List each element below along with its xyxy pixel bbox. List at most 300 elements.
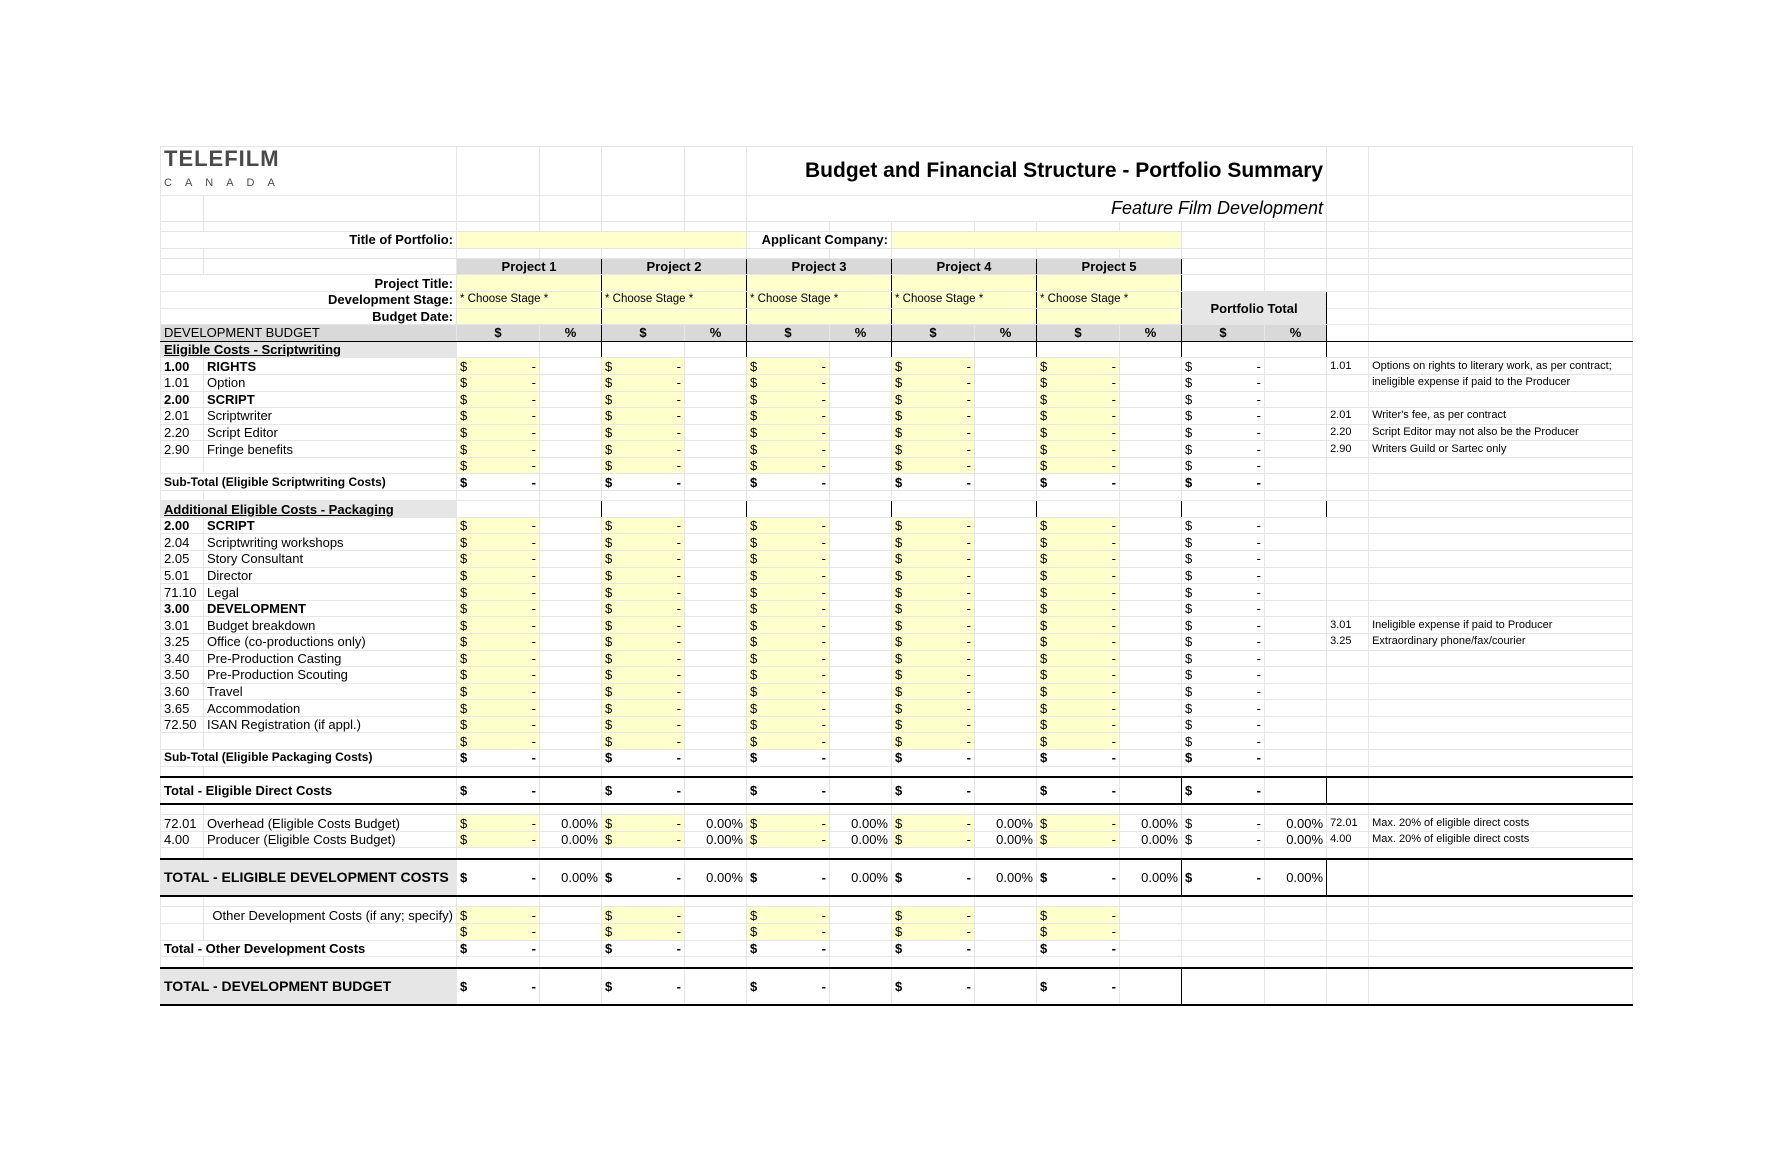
empty-cell <box>1265 457 1327 474</box>
empty-cell <box>204 258 457 275</box>
dollar-sign: $ <box>605 567 613 583</box>
amount-value: - <box>676 634 681 650</box>
empty-cell <box>1265 683 1327 700</box>
project-3-amount[interactable] <box>747 600 830 617</box>
empty-cell <box>602 221 685 231</box>
project-2-amount[interactable] <box>602 617 685 634</box>
empty-cell <box>161 896 204 907</box>
amount-value: - <box>966 940 971 956</box>
project-1-amount[interactable] <box>457 831 540 848</box>
project-2-amount[interactable] <box>602 517 685 534</box>
empty-cell <box>747 248 830 258</box>
project-4-amount[interactable] <box>892 517 975 534</box>
portfolio-total-amount <box>1182 358 1265 375</box>
project-1-amount[interactable] <box>457 700 540 717</box>
amount-value: - <box>821 601 826 617</box>
project-5-amount[interactable] <box>1037 424 1120 441</box>
empty-cell <box>747 766 830 777</box>
project-1-title-input[interactable] <box>457 275 602 292</box>
empty-cell <box>685 221 747 231</box>
note-code: 4.00 <box>1327 831 1369 848</box>
project-2-title-input[interactable] <box>602 275 747 292</box>
project-2-amount[interactable] <box>602 457 685 474</box>
project-3-amount[interactable] <box>747 517 830 534</box>
dollar-sign: $ <box>1185 441 1193 457</box>
empty-cell <box>457 248 540 258</box>
project-2-amount[interactable] <box>602 551 685 568</box>
project-3-stage-select[interactable]: * Choose Stage * <box>747 292 892 309</box>
empty-cell <box>1182 848 1265 859</box>
project-3-amount[interactable] <box>747 457 830 474</box>
project-5-amount[interactable] <box>1037 650 1120 667</box>
empty-cell <box>975 248 1037 258</box>
project-5-amount[interactable] <box>1037 358 1120 375</box>
empty-cell <box>830 907 892 924</box>
empty-cell <box>892 804 975 815</box>
project-4-amount[interactable] <box>892 815 975 832</box>
project-5-amount[interactable] <box>1037 600 1120 617</box>
amount-value: - <box>1256 782 1261 798</box>
project-4-amount[interactable] <box>892 374 975 391</box>
project-1-amount[interactable] <box>457 600 540 617</box>
project-5-amount[interactable] <box>1037 831 1120 848</box>
amount-value: - <box>1111 683 1116 699</box>
project-2-amount[interactable] <box>602 907 685 924</box>
portfolio-total-amount <box>1182 733 1265 750</box>
project-5-amount[interactable] <box>1037 374 1120 391</box>
project-4-amount[interactable] <box>892 441 975 458</box>
dollar-sign: $ <box>460 458 468 474</box>
amount-value: - <box>1111 832 1116 848</box>
note-text <box>1369 551 1633 568</box>
empty-cell <box>975 374 1037 391</box>
amount-value: - <box>966 782 971 798</box>
project-3-amount[interactable] <box>747 441 830 458</box>
project-2-header: Project 2 <box>602 258 747 275</box>
dollar-sign: $ <box>460 617 468 633</box>
line-code: 71.10 <box>161 584 204 601</box>
project-5-amount[interactable] <box>1037 907 1120 924</box>
note-text <box>1369 716 1633 733</box>
empty-cell <box>830 600 892 617</box>
project-1-amount[interactable] <box>457 424 540 441</box>
project-2-amount[interactable] <box>602 374 685 391</box>
empty-cell <box>457 221 540 231</box>
project-5-amount[interactable] <box>1037 700 1120 717</box>
note-code <box>1327 700 1369 717</box>
project-5-amount[interactable] <box>1037 457 1120 474</box>
empty-cell <box>830 968 892 1005</box>
portfolio-total-amount <box>1182 551 1265 568</box>
empty-cell <box>1182 957 1265 968</box>
project-1-amount[interactable] <box>457 584 540 601</box>
empty-cell <box>1327 804 1369 815</box>
empty-cell <box>1120 733 1182 750</box>
empty-cell <box>830 517 892 534</box>
project-1-amount[interactable] <box>457 733 540 750</box>
dollar-sign: $ <box>605 441 613 457</box>
amount-value: - <box>966 534 971 550</box>
project-1-amount[interactable] <box>457 408 540 425</box>
project-4-date-input[interactable] <box>892 308 1037 325</box>
empty-cell <box>685 248 747 258</box>
project-5-amount[interactable] <box>1037 584 1120 601</box>
empty-cell <box>1182 924 1265 941</box>
dollar-sign: $ <box>460 650 468 666</box>
overhead-code: 72.01 <box>161 815 204 832</box>
amount-value: - <box>821 441 826 457</box>
project-3-amount[interactable] <box>747 584 830 601</box>
dollar-sign: $ <box>895 750 903 766</box>
project-1-amount[interactable] <box>457 534 540 551</box>
project-1-amount[interactable] <box>457 924 540 941</box>
project-4-amount[interactable] <box>892 924 975 941</box>
dollar-col-header: $ <box>1182 325 1265 342</box>
amount-value: - <box>1256 832 1261 848</box>
project-4-amount[interactable] <box>892 683 975 700</box>
amount-value: - <box>1111 534 1116 550</box>
total-dev-budget-label: TOTAL - DEVELOPMENT BUDGET <box>161 968 457 1005</box>
project-4-amount[interactable] <box>892 408 975 425</box>
project-3-amount[interactable] <box>747 391 830 408</box>
line-label: Pre-Production Scouting <box>204 667 457 684</box>
project-3-amount[interactable] <box>747 683 830 700</box>
project-5-stage-select[interactable]: * Choose Stage * <box>1037 292 1182 309</box>
empty-cell <box>602 804 685 815</box>
amount-value: - <box>1111 458 1116 474</box>
note-text: Writer's fee, as per contract <box>1369 408 1633 425</box>
amount-value: - <box>676 424 681 440</box>
dollar-sign: $ <box>895 634 903 650</box>
empty-cell <box>1120 358 1182 375</box>
project-3-amount[interactable] <box>747 617 830 634</box>
dollar-sign: $ <box>1185 474 1193 490</box>
empty-cell <box>1120 551 1182 568</box>
empty-cell <box>1120 517 1182 534</box>
project-4-amount[interactable] <box>892 600 975 617</box>
line-label: RIGHTS <box>204 358 457 375</box>
dollar-sign: $ <box>895 441 903 457</box>
percent-cell: 0.00% <box>1120 859 1182 896</box>
project-4-amount[interactable] <box>892 391 975 408</box>
project-5-amount[interactable] <box>1037 733 1120 750</box>
project-3-amount[interactable] <box>747 358 830 375</box>
note-text: Writers Guild or Sartec only <box>1369 441 1633 458</box>
project-4-amount[interactable] <box>892 534 975 551</box>
amount-value: - <box>531 551 536 567</box>
empty-cell <box>685 408 747 425</box>
project-1-amount[interactable] <box>457 457 540 474</box>
dollar-sign: $ <box>895 924 903 940</box>
empty-cell <box>1369 195 1633 221</box>
empty-cell <box>457 766 540 777</box>
line-label: Pre-Production Casting <box>204 650 457 667</box>
project-1-amount[interactable] <box>457 551 540 568</box>
project-5-title-input[interactable] <box>1037 275 1182 292</box>
line-code: 2.04 <box>161 534 204 551</box>
amount-value: - <box>821 978 826 994</box>
project-1-amount[interactable] <box>457 374 540 391</box>
empty-cell <box>830 700 892 717</box>
project-2-amount[interactable] <box>602 567 685 584</box>
dollar-sign: $ <box>1040 700 1048 716</box>
empty-cell <box>830 716 892 733</box>
project-4-amount[interactable] <box>892 424 975 441</box>
empty-cell <box>1265 275 1327 292</box>
percent-col-header: % <box>685 325 747 342</box>
project-3-amount[interactable] <box>747 700 830 717</box>
project-3-date-input[interactable] <box>747 308 892 325</box>
empty-cell <box>602 195 685 221</box>
project-4-amount[interactable] <box>892 551 975 568</box>
project-4-amount[interactable] <box>892 617 975 634</box>
project-5-amount[interactable] <box>1037 617 1120 634</box>
project-1-amount[interactable] <box>457 633 540 650</box>
amount-value: - <box>821 815 826 831</box>
project-2-amount[interactable] <box>602 924 685 941</box>
empty-cell <box>1182 501 1265 518</box>
empty-cell <box>830 341 892 358</box>
dollar-sign: $ <box>460 907 468 923</box>
project-2-amount <box>602 777 685 804</box>
project-3-amount[interactable] <box>747 424 830 441</box>
project-4-amount[interactable] <box>892 584 975 601</box>
project-2-amount[interactable] <box>602 700 685 717</box>
project-4-amount[interactable] <box>892 831 975 848</box>
project-5-amount[interactable] <box>1037 551 1120 568</box>
dollar-sign: $ <box>895 782 903 798</box>
project-4-amount[interactable] <box>892 358 975 375</box>
empty-cell <box>975 617 1037 634</box>
project-2-amount[interactable] <box>602 683 685 700</box>
dollar-sign: $ <box>460 815 468 831</box>
percent-cell: 0.00% <box>830 815 892 832</box>
note-code: 2.20 <box>1327 424 1369 441</box>
empty-cell <box>161 490 204 500</box>
amount-value: - <box>1256 683 1261 699</box>
project-1-amount[interactable] <box>457 683 540 700</box>
project-3-amount[interactable] <box>747 551 830 568</box>
project-4-stage-select[interactable]: * Choose Stage * <box>892 292 1037 309</box>
project-4-amount[interactable] <box>892 700 975 717</box>
project-3-amount[interactable] <box>747 408 830 425</box>
project-5-amount[interactable] <box>1037 517 1120 534</box>
empty-cell <box>830 391 892 408</box>
project-2-amount <box>602 940 685 957</box>
empty-cell <box>1265 600 1327 617</box>
dollar-sign: $ <box>895 940 903 956</box>
empty-cell <box>830 221 892 231</box>
project-1-date-input[interactable] <box>457 308 602 325</box>
project-5-amount[interactable] <box>1037 815 1120 832</box>
dollar-sign: $ <box>605 940 613 956</box>
amount-value: - <box>531 391 536 407</box>
empty-cell <box>685 600 747 617</box>
project-5-amount[interactable] <box>1037 716 1120 733</box>
line-label: DEVELOPMENT <box>204 600 457 617</box>
project-5-amount[interactable] <box>1037 667 1120 684</box>
project-2-amount[interactable] <box>602 358 685 375</box>
empty-cell <box>1265 441 1327 458</box>
project-2-stage-select[interactable]: * Choose Stage * <box>602 292 747 309</box>
project-5-amount[interactable] <box>1037 633 1120 650</box>
amount-value: - <box>1111 358 1116 374</box>
project-2-amount[interactable] <box>602 667 685 684</box>
amount-value: - <box>966 358 971 374</box>
project-2-amount[interactable] <box>602 424 685 441</box>
project-3-amount[interactable] <box>747 534 830 551</box>
project-2-amount[interactable] <box>602 600 685 617</box>
amount-value: - <box>676 667 681 683</box>
line-code: 2.00 <box>161 391 204 408</box>
project-4-amount[interactable] <box>892 716 975 733</box>
project-4-amount[interactable] <box>892 907 975 924</box>
project-5-amount[interactable] <box>1037 408 1120 425</box>
empty-cell <box>685 650 747 667</box>
dollar-sign: $ <box>895 424 903 440</box>
project-3-amount[interactable] <box>747 831 830 848</box>
project-2-amount[interactable] <box>602 408 685 425</box>
amount-value: - <box>1111 717 1116 733</box>
project-2-date-input[interactable] <box>602 308 747 325</box>
project-2-amount[interactable] <box>602 716 685 733</box>
note-text: Script Editor may not also be the Producer <box>1369 424 1633 441</box>
project-3-amount[interactable] <box>747 716 830 733</box>
dollar-sign: $ <box>1185 375 1193 391</box>
project-5-amount[interactable] <box>1037 534 1120 551</box>
dollar-sign: $ <box>1040 978 1048 994</box>
amount-value: - <box>676 733 681 749</box>
empty-cell <box>830 940 892 957</box>
project-2-amount[interactable] <box>602 391 685 408</box>
amount-value: - <box>966 869 971 885</box>
dollar-sign: $ <box>895 474 903 490</box>
project-3-amount[interactable] <box>747 907 830 924</box>
project-5-amount[interactable] <box>1037 924 1120 941</box>
empty-cell <box>1120 766 1182 777</box>
empty-cell <box>161 957 204 968</box>
project-2-amount[interactable] <box>602 534 685 551</box>
project-1-amount[interactable] <box>457 441 540 458</box>
empty-cell <box>1120 474 1182 491</box>
empty-cell <box>1265 716 1327 733</box>
amount-value: - <box>1256 391 1261 407</box>
project-1-amount[interactable] <box>457 567 540 584</box>
amount-value: - <box>1111 750 1116 766</box>
project-5-amount[interactable] <box>1037 441 1120 458</box>
project-3-amount[interactable] <box>747 815 830 832</box>
dollar-sign: $ <box>605 815 613 831</box>
portfolio-title-input[interactable] <box>457 231 747 248</box>
project-3-amount[interactable] <box>747 633 830 650</box>
empty-cell <box>1120 804 1182 815</box>
dollar-sign: $ <box>750 978 758 994</box>
project-3-amount[interactable] <box>747 374 830 391</box>
project-3-amount[interactable] <box>747 924 830 941</box>
project-2-amount[interactable] <box>602 441 685 458</box>
project-1-amount[interactable] <box>457 517 540 534</box>
project-1-amount[interactable] <box>457 617 540 634</box>
empty-cell <box>540 896 602 907</box>
project-5-amount[interactable] <box>1037 683 1120 700</box>
project-1-amount[interactable] <box>457 358 540 375</box>
empty-cell <box>1327 258 1369 275</box>
project-3-amount[interactable] <box>747 567 830 584</box>
project-4-title-input[interactable] <box>892 275 1037 292</box>
empty-cell <box>1265 804 1327 815</box>
project-2-amount[interactable] <box>602 633 685 650</box>
project-1-amount[interactable] <box>457 815 540 832</box>
project-1-stage-select[interactable]: * Choose Stage * <box>457 292 602 309</box>
note-code <box>1327 683 1369 700</box>
empty-cell <box>540 248 602 258</box>
amount-value: - <box>1256 869 1261 885</box>
project-2-amount[interactable] <box>602 815 685 832</box>
project-2-amount[interactable] <box>602 733 685 750</box>
dollar-sign: $ <box>750 518 758 534</box>
empty-cell <box>830 567 892 584</box>
amount-value: - <box>531 940 536 956</box>
amount-value: - <box>1111 617 1116 633</box>
project-4-amount[interactable] <box>892 633 975 650</box>
empty-cell <box>830 551 892 568</box>
dollar-col-header: $ <box>1037 325 1120 342</box>
project-4-amount[interactable] <box>892 567 975 584</box>
amount-value: - <box>821 667 826 683</box>
project-4-amount[interactable] <box>892 650 975 667</box>
empty-cell <box>1120 716 1182 733</box>
project-4-amount[interactable] <box>892 733 975 750</box>
project-1-amount[interactable] <box>457 391 540 408</box>
dollar-sign: $ <box>895 667 903 683</box>
project-2-amount[interactable] <box>602 650 685 667</box>
empty-cell <box>685 750 747 767</box>
empty-cell <box>540 940 602 957</box>
empty-cell <box>1327 308 1369 325</box>
project-3-amount[interactable] <box>747 733 830 750</box>
project-1-amount[interactable] <box>457 667 540 684</box>
project-5-amount[interactable] <box>1037 391 1120 408</box>
portfolio-total-amount <box>1182 683 1265 700</box>
dollar-sign: $ <box>750 458 758 474</box>
dollar-sign: $ <box>460 978 468 994</box>
empty-cell <box>975 474 1037 491</box>
amount-value: - <box>1111 650 1116 666</box>
applicant-company-input[interactable] <box>892 231 1182 248</box>
amount-value: - <box>966 700 971 716</box>
project-4-amount[interactable] <box>892 457 975 474</box>
empty-cell <box>457 490 540 500</box>
project-1-amount[interactable] <box>457 716 540 733</box>
project-1-amount[interactable] <box>457 907 540 924</box>
amount-value: - <box>966 832 971 848</box>
project-3-amount[interactable] <box>747 667 830 684</box>
project-2-amount[interactable] <box>602 584 685 601</box>
amount-value: - <box>821 408 826 424</box>
budget-date-label: Budget Date: <box>161 308 457 325</box>
project-5-amount[interactable] <box>1037 567 1120 584</box>
percent-cell: 0.00% <box>685 815 747 832</box>
project-3-amount <box>747 968 830 1005</box>
project-4-amount[interactable] <box>892 667 975 684</box>
project-3-title-input[interactable] <box>747 275 892 292</box>
empty-cell <box>830 804 892 815</box>
project-2-amount[interactable] <box>602 831 685 848</box>
project-1-amount[interactable] <box>457 650 540 667</box>
dollar-sign: $ <box>750 683 758 699</box>
project-3-amount[interactable] <box>747 650 830 667</box>
project-5-date-input[interactable] <box>1037 308 1182 325</box>
